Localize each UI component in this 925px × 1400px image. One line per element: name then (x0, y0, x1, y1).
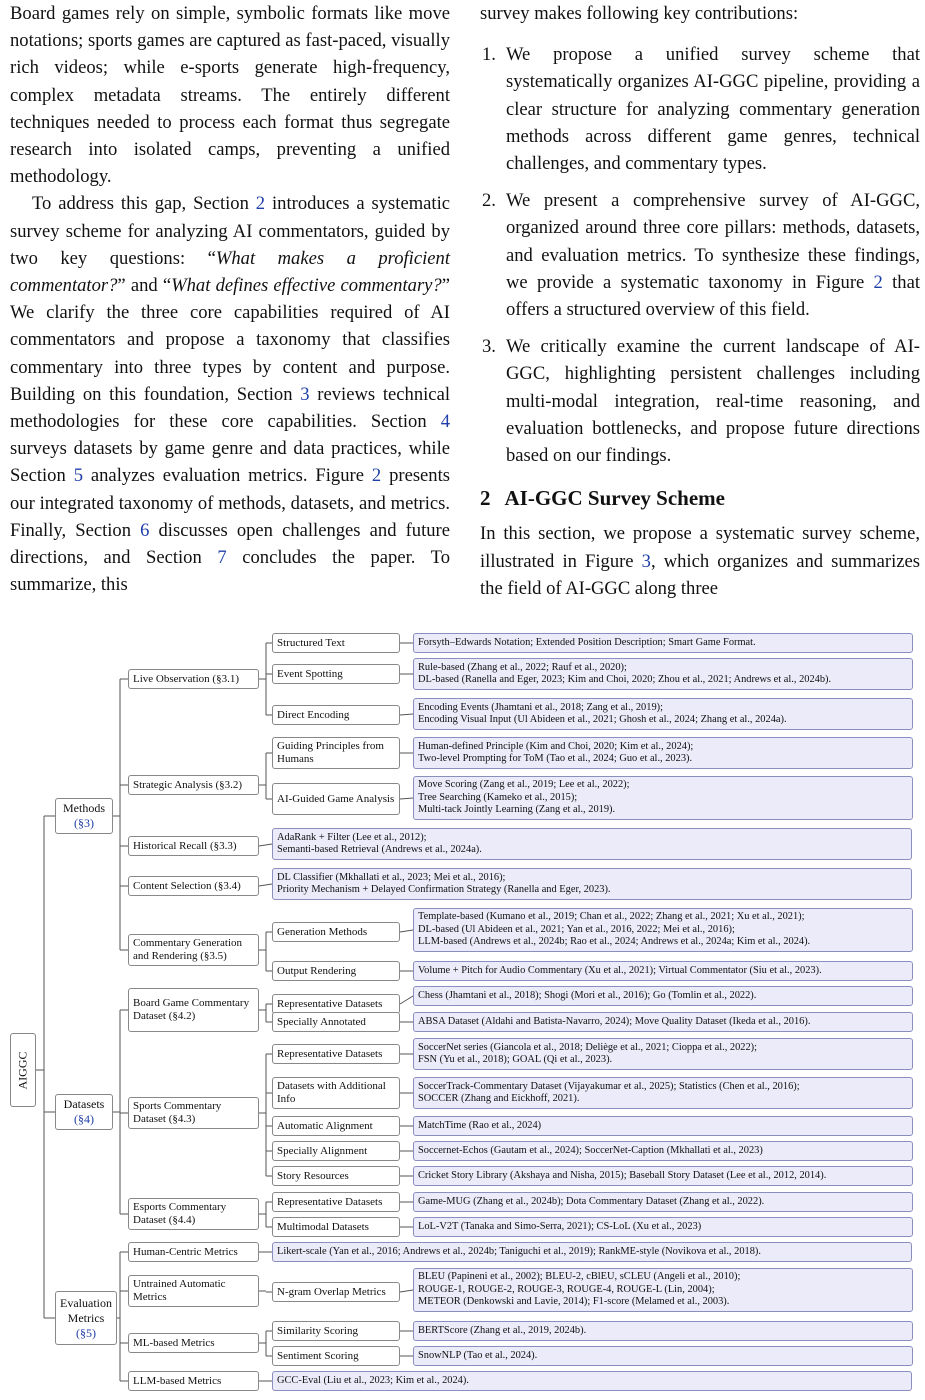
text: presents our integrated taxonomy of methods, datasets, and metrics. Finally, Section (10, 465, 451, 541)
node-label: Multimodal Datasets (277, 1220, 369, 1233)
node-esports-representative (272, 1192, 400, 1212)
node-label: Representative Datasets (277, 1047, 383, 1060)
leaf-line: Likert-scale (Yan et al., 2016; Andrews et al., 2024b; Taniguchi et al., 2019); RankME-style (Novikova et al., 2018). (277, 1245, 761, 1257)
root-label: AIGGC (15, 1051, 30, 1089)
leaf-line: SOCCER (Zhang and Eickhoff, 2021). (418, 1093, 580, 1104)
connector-line (400, 1290, 413, 1292)
contributions-intro: survey makes following key contributions: (480, 3, 799, 24)
node-label: Guiding Principles from Humans (277, 740, 384, 765)
leaf-event-spotting (413, 658, 913, 690)
leaf-sports-representative (413, 1038, 913, 1070)
list-text: We critically examine the current landscape of AI-GGC, highlighting persistent challenges including multi-modal integration, real-time reasoning, and evaluation bottlenecks, and propose future directions based on our findings. (506, 336, 920, 467)
node-label: Output Rendering (277, 964, 357, 977)
node-direct-encoding (272, 705, 400, 725)
category-label: Datasets (63, 1097, 105, 1111)
question-1: What makes a proficient commentator? (10, 247, 450, 297)
leaf-line: Game-MUG (Zhang et al., 2024b); Dota Commentary Dataset (Zhang et al., 2022). (418, 1195, 765, 1207)
leaf-line: Tree Searching (Kameko et al., 2015); (418, 791, 578, 803)
node-board-game-dataset (128, 988, 259, 1032)
node-label: Human-Centric Metrics (133, 1245, 238, 1258)
category-evaluation (55, 1291, 117, 1345)
list-number: 1. (482, 44, 496, 66)
leaf-similarity-scoring (413, 1321, 913, 1341)
taxonomy-figure (0, 628, 925, 1398)
node-label: Specially Annotated (277, 1015, 366, 1028)
leaf-line: Rule-based (Zhang et al., 2022; Rauf et al., 2020); (418, 661, 627, 673)
leaf-ai-guided-analysis (413, 776, 913, 820)
leaf-line: Template-based (Kumano et al., 2019; Chan et al., 2022; Zhang et al., 2021; Xu et al., 2021); (418, 911, 805, 923)
leaf-sports-additional-info (413, 1077, 913, 1109)
node-commentary-generation (128, 934, 259, 966)
node-generation-methods (272, 922, 400, 942)
node-strategic-analysis (128, 775, 259, 795)
category-datasets (55, 1094, 113, 1130)
figure-link-2[interactable]: 2 (371, 465, 382, 487)
node-label: ML-based Metrics (133, 1336, 215, 1349)
leaf-output-rendering (413, 961, 913, 981)
leaf-line: GCC-Eval (Liu et al., 2023; Kim et al., 2024). (277, 1374, 469, 1386)
section-link-3[interactable]: 3 (300, 383, 310, 405)
leaf-line: ABSA Dataset (Aldahi and Batista-Navarro, 2024); Move Quality Dataset (Ikeda et al., 2016). (418, 1015, 811, 1027)
text: ” We clarify the three core capabilities required of AI commentators and propose a taxonomy that classifies commentary into three types by content and purpose. Building on this foundation, Section (10, 275, 450, 405)
section-link-6[interactable]: 6 (140, 519, 150, 541)
node-label: Esports Commentary Dataset (§4.4) (133, 1201, 227, 1226)
node-label: Specially Alignment (277, 1144, 368, 1157)
leaf-content-selection (272, 868, 912, 900)
leaf-generation-methods (413, 908, 913, 952)
connector-line (400, 996, 413, 1004)
connector-line (400, 798, 413, 799)
leaf-line: DL Classifier (Mkhallati et al., 2023; Mei et al., 2016); (277, 871, 506, 883)
text: ” and “ (117, 275, 172, 297)
leaf-line: BLEU (Papineni et al., 2002); BLEU-2, cBlEU, sCLEU (Angeli et al., 2010); (418, 1271, 741, 1283)
node-sentiment-scoring (272, 1346, 400, 1366)
text: concludes the paper. To summarize, this (10, 547, 450, 596)
leaf-historical-recall (272, 828, 912, 860)
category-methods (55, 798, 113, 834)
leaf-line: AdaRank + Filter (Lee et al., 2012); (277, 831, 427, 843)
text: analyzes evaluation metrics. Figure (82, 465, 372, 487)
node-historical-recall (128, 836, 259, 856)
node-label: Untrained Automatic Metrics (133, 1278, 226, 1303)
leaf-line: Move Scoring (Zang et al., 2019; Lee et al., 2022); (418, 779, 630, 791)
leaf-guiding-principles (413, 737, 913, 769)
leaf-automatic-alignment (413, 1116, 913, 1136)
paragraph-2 (10, 190, 450, 598)
node-label: Representative Datasets (277, 1195, 383, 1208)
list-number: 3. (482, 336, 496, 358)
node-llm-metrics (128, 1371, 259, 1391)
leaf-line: Human-defined Principle (Kim and Choi, 2020; Kim et al., 2024); (418, 740, 694, 752)
leaf-line: Encoding Events (Jhamtani et al., 2018; Zang et al., 2019); (418, 701, 663, 713)
node-human-centric-metrics (128, 1242, 259, 1262)
node-label: Automatic Alignment (277, 1119, 373, 1132)
node-label: Historical Recall (§3.3) (133, 839, 237, 852)
leaf-line: Cricket Story Library (Akshaya and Nisha, 2015); Baseball Story Dataset (Lee et al., 2012, 2014). (418, 1169, 827, 1181)
leaf-board-specially-annotated (413, 1012, 913, 1032)
right-column (480, 0, 920, 602)
node-ml-metrics (128, 1333, 259, 1353)
node-label: Similarity Scoring (277, 1324, 358, 1337)
leaf-line: Priority Mechanism + Delayed Confirmation Strategy (Ranella and Eger, 2023). (277, 884, 611, 895)
node-label: Live Observation (§3.1) (133, 672, 239, 685)
section-link-4[interactable]: 4 (440, 411, 450, 433)
list-text: We present a comprehensive survey of AI-GGC, organized around three core pillars: methods, datasets, and evaluation metrics. To synthesize these findings, we provide a systematic taxonomy in Figure (506, 190, 920, 293)
node-multimodal-datasets (272, 1217, 400, 1237)
text: introduces a systematic survey scheme for analyzing AI commentators, guided by two key questions: “ (10, 193, 451, 269)
node-story-resources (272, 1166, 400, 1186)
section-link-5[interactable]: 5 (73, 465, 83, 487)
leaf-direct-encoding (413, 698, 913, 730)
node-label: Content Selection (§3.4) (133, 879, 241, 892)
node-automatic-alignment (272, 1116, 400, 1136)
node-label: Sports Commentary Dataset (§4.3) (133, 1100, 222, 1125)
node-board-specially-annotated (272, 1012, 400, 1032)
node-content-selection (128, 876, 259, 896)
leaf-line: DL-based (Ranella and Eger, 2023; Kim and Choi, 2020; Zhou et al., 2021; Andrews et al., 2024b). (418, 674, 832, 685)
node-sports-representative (272, 1044, 400, 1064)
leaf-llm-metrics (272, 1371, 912, 1391)
leaf-line: SoccerTrack-Commentary Dataset (Vijayakumar et al., 2025); Statistics (Chen et al., 2016); (418, 1080, 800, 1092)
text: reviews technical methodologies for these core capabilities. Section (10, 383, 450, 433)
node-untrained-metrics (128, 1275, 259, 1307)
figure-link-3[interactable]: 3 (641, 550, 651, 572)
category-label: Metrics (67, 1310, 105, 1325)
category-section: (§4) (74, 1112, 94, 1126)
left-column (10, 0, 450, 598)
node-board-representative (272, 994, 400, 1014)
section-paragraph (480, 520, 920, 602)
connector-line (400, 714, 413, 715)
leaf-sentiment-scoring (413, 1346, 913, 1366)
node-label: N-gram Overlap Metrics (277, 1285, 386, 1298)
node-label: Strategic Analysis (§3.2) (133, 778, 243, 791)
list-number: 2. (482, 190, 496, 212)
leaf-line: SoccerNet series (Giancola et al., 2018; Deliège et al., 2021; Cioppa et al., 2022); (418, 1041, 758, 1053)
category-label: Methods (63, 801, 105, 815)
node-label: Story Resources (277, 1169, 349, 1182)
leaf-line: Semanti-based Retrieval (Andrews et al., 2024a). (277, 844, 482, 855)
node-label: LLM-based Metrics (133, 1374, 222, 1387)
list-text: We propose a unified survey scheme that systematically organizes AI-GGC pipeline, providing a clear structure for analyzing commentary generation methods across different game genres, technical challenges, and commentary types. (506, 44, 920, 175)
leaf-line: Soccernet-Echos (Gautam et al., 2024); SoccerNet-Caption (Mkhallati et al., 2023) (418, 1144, 763, 1156)
paragraph-1: Board games rely on simple, symbolic formats like move notations; sports games are captured as fast-paced, visually rich videos; while e-sports generate high-frequency, complex metadata streams. The entirely different techniques needed to process each format thus segregate research into isolated camps, preventing a unified methodology. (10, 3, 450, 188)
leaf-line: METEOR (Denkowski and Lavie, 2014); F1-score (Melamed et al., 2003). (418, 1296, 730, 1308)
node-label: Representative Datasets (277, 997, 383, 1010)
leaf-line: BERTScore (Zhang et al., 2019, 2024b). (418, 1324, 587, 1336)
node-specially-alignment (272, 1141, 400, 1161)
section-number: 2 (480, 486, 491, 511)
text: discusses open challenges and future directions, and Section (10, 519, 450, 569)
node-ai-guided-analysis (272, 783, 400, 815)
list-item (480, 333, 920, 469)
contributions-list (480, 41, 920, 469)
node-label: Sentiment Scoring (277, 1349, 359, 1362)
section-title: AI-GGC Survey Scheme (504, 486, 725, 511)
node-ngram-metrics (272, 1282, 400, 1302)
node-label: Event Spotting (277, 667, 343, 680)
list-item (480, 187, 920, 323)
category-section: (§5) (76, 1325, 96, 1340)
node-event-spotting (272, 664, 400, 684)
list-text: that offers a structured overview of this field. (506, 271, 921, 321)
figure-link-2[interactable]: 2 (873, 271, 883, 293)
node-sports-additional-info (272, 1077, 400, 1109)
leaf-esports-representative (413, 1192, 913, 1212)
question-2: What defines effective commentary? (171, 275, 442, 297)
leaf-structured-text (413, 633, 913, 653)
leaf-line: Chess (Jhamtani et al., 2018); Shogi (Mori et al., 2016); Go (Tomlin et al., 2022). (418, 989, 757, 1001)
text: , which organizes and summarizes the field of AI-GGC along three (480, 550, 920, 599)
leaf-line: Volume + Pitch for Audio Commentary (Xu et al., 2021); Virtual Commentator (Siu et al., 2023). (418, 964, 822, 976)
section-link-2[interactable]: 2 (255, 193, 266, 215)
node-structured-text (272, 633, 400, 653)
node-output-rendering (272, 961, 400, 981)
node-label: Commentary Generation and Rendering (§3.5) (133, 937, 243, 962)
node-label: Direct Encoding (277, 708, 350, 721)
leaf-specially-alignment (413, 1141, 913, 1161)
node-sports-dataset (128, 1097, 259, 1129)
node-guiding-principles (272, 737, 400, 769)
connector-line (400, 930, 413, 932)
node-label: Generation Methods (277, 925, 368, 938)
text: surveys datasets by game genre and data practices, while Section (10, 438, 450, 487)
leaf-human-centric (272, 1242, 912, 1262)
leaf-line: SnowNLP (Tao et al., 2024). (418, 1349, 538, 1361)
leaf-line: Multi-tack Jointly Learning (Zang et al., 2019). (418, 804, 616, 816)
section-link-7[interactable]: 7 (217, 547, 227, 569)
leaf-board-representative (413, 986, 913, 1006)
node-label: Datasets with Additional Info (277, 1080, 386, 1105)
node-label: Board Game Commentary Dataset (§4.2) (133, 997, 250, 1022)
leaf-line: FSN (Yu et al., 2018); GOAL (Qi et al., 2023). (418, 1054, 613, 1065)
leaf-ngram-metrics (413, 1268, 913, 1312)
node-esports-dataset (128, 1198, 259, 1230)
leaf-multimodal-datasets (413, 1217, 913, 1237)
text: In this section, we propose a systematic survey scheme, illustrated in Figure (480, 523, 920, 572)
list-item (480, 41, 920, 177)
leaf-line: LoL-V2T (Tanaka and Simo-Serra, 2021); CS-LoL (Xu et al., 2023) (418, 1220, 702, 1232)
connector-line (259, 844, 272, 846)
node-label: Structured Text (277, 636, 345, 649)
connector-line (259, 884, 272, 886)
leaf-line: ROUGE-1, ROUGE-2, ROUGE-3, ROUGE-4, ROUGE-L (Lin, 2004); (418, 1283, 715, 1295)
node-live-observation (128, 669, 259, 689)
node-similarity-scoring (272, 1321, 400, 1341)
category-section: (§3) (74, 816, 94, 830)
category-label: Evaluation (60, 1295, 112, 1310)
leaf-line: Forsyth–Edwards Notation; Extended Position Description; Smart Game Format. (418, 636, 756, 648)
leaf-line: LLM-based (Andrews et al., 2024b; Rao et al., 2024; Andrews et al., 2024a; Kim et al., 2024). (418, 936, 811, 948)
node-label: AI-Guided Game Analysis (277, 792, 395, 805)
section-heading (480, 485, 920, 512)
text: To address this gap, Section (32, 193, 256, 215)
leaf-line: Two-level Prompting for ToM (Tao et al., 2024; Guo et al., 2023). (418, 753, 693, 764)
leaf-line: Encoding Visual Input (Ul Abideen et al., 2021; Ghosh et al., 2024; Zhang et al., 2024a). (418, 714, 787, 725)
leaf-story-resources (413, 1166, 913, 1186)
leaf-line: DL-based (Ul Abideen et al., 2021; Yan et al., 2016, 2022; Mei et al., 2016); (418, 923, 735, 935)
leaf-line: MatchTime (Rao et al., 2024) (418, 1119, 542, 1131)
taxonomy-root (10, 1033, 36, 1107)
